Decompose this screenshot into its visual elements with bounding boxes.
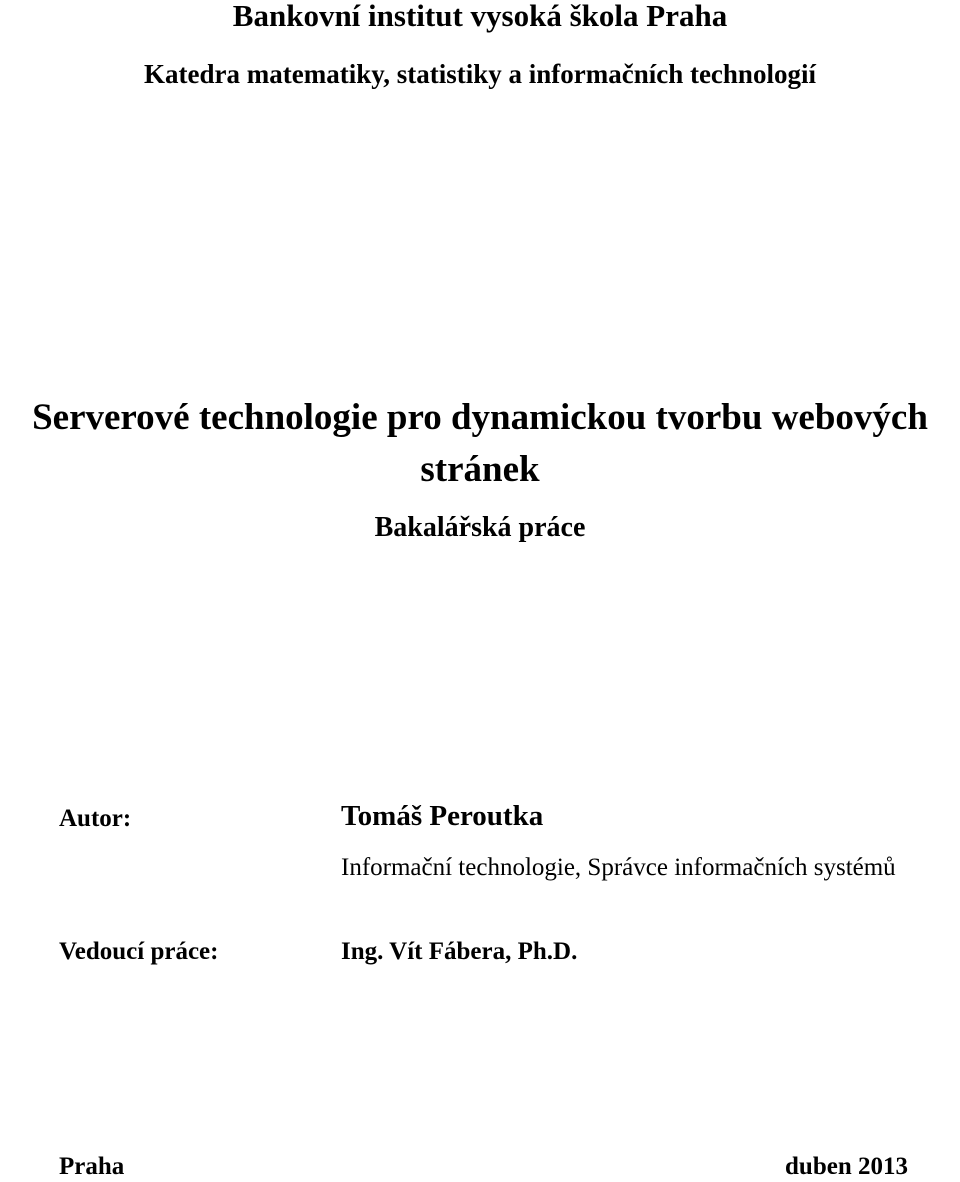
city: Praha — [59, 1153, 125, 1180]
supervisor-name: Ing. Vít Fábera, Ph.D. — [341, 938, 578, 965]
thesis-title-line-1: Serverové technologie pro dynamickou tvorbu webových — [32, 397, 928, 438]
date: duben 2013 — [785, 1153, 908, 1180]
thesis-title — [0, 392, 960, 496]
supervisor-label: Vedoucí práce: — [59, 938, 219, 965]
thesis-type: Bakalářská práce — [374, 512, 586, 543]
author-label: Autor: — [59, 805, 132, 832]
thesis-title-line-2: stránek — [420, 449, 540, 490]
department-name: Katedra matematiky, statistiky a informačních technologií — [144, 59, 816, 89]
study-field: Informační technologie, Správce informačních systémů — [341, 854, 896, 881]
institution-name: Bankovní institut vysoká škola Praha — [232, 0, 728, 33]
author-name: Tomáš Peroutka — [341, 800, 544, 832]
